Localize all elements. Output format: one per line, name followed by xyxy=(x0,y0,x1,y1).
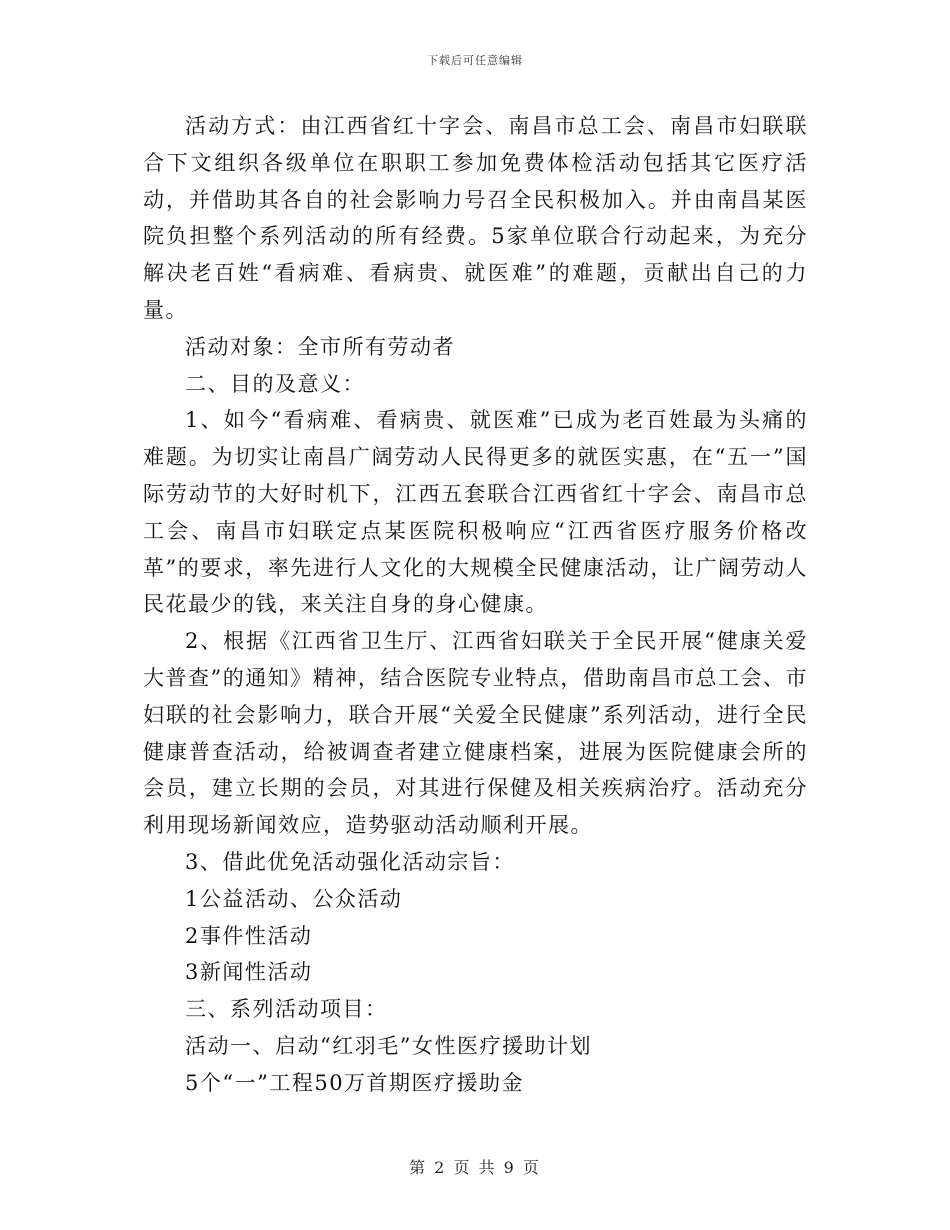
paragraph-purpose-2: 2、根据《江西省卫生厅、江西省妇联关于全民开展“健康关爱大普查”的通知》精神，结合医院专业特点，借助南昌市总工会、市妇联的社会影响力，联合开展“关爱全民健康”系列活动，进行全民健康普查活动，给被调查者建立健康档案，进展为医院健康会所的会员，建立长期的会员，对其进行保健及相关疾病治疗。活动充分利用现场新闻效应，造势驱动活动顺利开展。 xyxy=(143,629,808,838)
list-item-news: 3新闻性活动 xyxy=(185,960,313,985)
paragraph-five-projects: 5个“一”工程50万首期医疗援助金 xyxy=(185,1070,525,1095)
document-body xyxy=(143,108,808,1102)
section-heading-purpose: 二、目的及意义： xyxy=(185,371,365,396)
paragraph-purpose-3: 3、借此优免活动强化活动宗旨： xyxy=(185,849,515,874)
page-number: 第 2 页 共 9 页 xyxy=(409,1158,541,1177)
paragraph-purpose-1: 1、如今“看病难、看病贵、就医难”已成为老百姓最为头痛的难题。为切实让南昌广阔劳动人民得更多的就医实惠，在“五一”国际劳动节的大好时机下，江西五套联合江西省红十字会、南昌市总工会、南昌市妇联定点某医院积极响应“江西省医疗服务价格改革”的要求，率先进行人文化的大规模全民健康活动，让广阔劳动人民花最少的钱，来关注自身的身心健康。 xyxy=(143,408,808,617)
paragraph-activity-method: 活动方式：由江西省红十字会、南昌市总工会、南昌市妇联联合下文组织各级单位在职职工参加免费体检活动包括其它医疗活动，并借助其各自的社会影响力号召全民积极加入。并由南昌某医院负担整个系列活动的所有经费。5家单位联合行动起来，为充分解决老百姓“看病难、看病贵、就医难”的难题，贡献出自己的力量。 xyxy=(143,114,808,322)
list-item-public-welfare: 1公益活动、公众活动 xyxy=(185,886,403,911)
paragraph-activity-target: 活动对象：全市所有劳动者 xyxy=(185,334,455,359)
paragraph-activity-one: 活动一、启动“红羽毛”女性医疗援助计划 xyxy=(185,1033,592,1058)
section-heading-projects: 三、系列活动项目： xyxy=(185,997,388,1022)
page-header-note: 下载后可任意编辑 xyxy=(427,54,523,67)
list-item-event: 2事件性活动 xyxy=(185,923,313,948)
